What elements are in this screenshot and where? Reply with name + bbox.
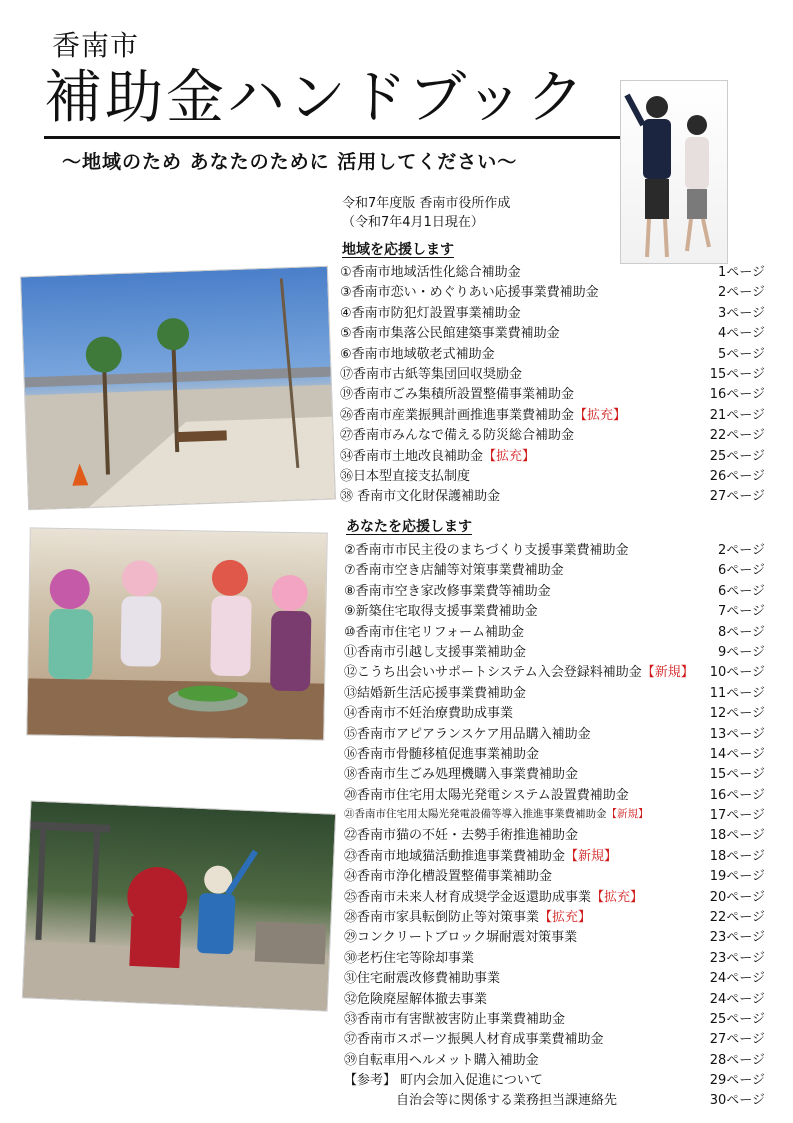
toc-item-page: 2ページ (717, 285, 765, 301)
toc-item-title (344, 845, 617, 864)
toc-item-page: 9ページ (717, 644, 765, 660)
toc-item-title (344, 580, 551, 599)
toc-item-name: ㉝香南市有害獣被害防止事業費補助金 (344, 1011, 566, 1027)
toc-row (344, 599, 765, 619)
toc-row (344, 844, 765, 864)
toc-row (344, 1027, 765, 1047)
toc-item-page: 2ページ (717, 543, 765, 558)
toc-item-title (344, 559, 564, 578)
toc-item-name: ㉚老朽住宅等除却事業 (344, 950, 475, 966)
toc-row (344, 946, 765, 966)
toc-item-page: 22ページ (709, 428, 765, 444)
as-of-date: （令和7年4月1日現在） (342, 215, 484, 230)
toc-row (344, 579, 765, 599)
toc-item-name: ⑧香南市空き家改修事業費等補助金 (344, 583, 551, 599)
city-name: 香南市 (52, 29, 140, 62)
toc-item-name: ④香南市防犯灯設置事業補助金 (340, 305, 521, 321)
toc-item-name: ㉑香南市住宅用太陽光発電設備等導入推進事業費補助金 (344, 808, 607, 821)
toc-item-title (344, 947, 474, 966)
toc-item-name: ⑯香南市骨髄移植促進事業補助金 (344, 746, 540, 762)
toc-item-name: ㊱日本型直接支払制度 (340, 468, 471, 484)
toc-row (344, 783, 765, 803)
toc-row (340, 301, 765, 321)
park-illustration (21, 267, 335, 510)
toc-item-page: 16ページ (709, 387, 765, 403)
toc-item-title (340, 445, 535, 464)
reference-row (344, 1088, 765, 1108)
reference-title: 自治会等に関係する業務担当課連絡先 (396, 1093, 618, 1108)
toc-row (344, 742, 765, 762)
toc-item-tag: 【新規】 (565, 848, 618, 864)
toc-row (344, 660, 765, 680)
toc-item-page: 19ページ (709, 869, 765, 885)
toc-item-page: 6ページ (717, 563, 765, 579)
toc-item-page: 24ページ (709, 971, 765, 987)
toc-row (344, 620, 765, 640)
reference-title: 町内会加入促進について (400, 1073, 543, 1088)
toc-item-title (340, 383, 574, 402)
toc-item-name: ㊲香南市スポーツ振興人材育成事業費補助金 (344, 1032, 604, 1048)
toc-item-title (340, 322, 560, 341)
toc-item-page: 10ページ (709, 665, 765, 681)
toc-row (344, 1048, 765, 1068)
toc-row (340, 321, 765, 341)
toc-row (344, 966, 765, 986)
toc-item-title (344, 743, 539, 762)
toc-item-title (340, 424, 574, 443)
toc-item-name: ㉞香南市土地改良補助金 (340, 448, 484, 464)
toc-item-name: ㉕香南市未来人材育成奨学金返還助成事業 (344, 889, 592, 905)
toc-item-name: ⑮香南市アピアランスケア用品購入補助金 (344, 726, 591, 742)
cooking-illustration (27, 528, 327, 739)
toc-row (340, 484, 765, 504)
toc-item-name: ㉗香南市みんなで備える防災総合補助金 (340, 428, 575, 444)
toc-item-page: 15ページ (709, 767, 765, 783)
toc-row (340, 423, 765, 443)
toc-item-title (344, 865, 552, 884)
toc-item-page: 23ページ (709, 930, 765, 946)
reference-row (344, 1068, 765, 1088)
toc-item-name: ⑥香南市地域敬老式補助金 (340, 346, 495, 362)
toc-item-name: ⑤香南市集落公民館建築事業費補助金 (340, 326, 560, 342)
toc-item-title (344, 702, 513, 721)
toc-item-page: 13ページ (709, 726, 765, 742)
toc-item-page: 28ページ (709, 1052, 765, 1068)
toc-row (344, 803, 765, 823)
community-subsidy-list (340, 260, 765, 505)
toc-item-name: ⑱香南市生ごみ処理機購入事業費補助金 (344, 767, 579, 783)
toc-item-title (344, 682, 526, 701)
subtitle: ～地域のため あなたのために 活用してください～ (62, 151, 518, 173)
toc-item-title (344, 600, 538, 619)
toc-item-title (340, 404, 626, 423)
toc-row (344, 823, 765, 843)
toc-item-page: 18ページ (709, 848, 765, 864)
toc-item-page: 25ページ (709, 1011, 765, 1027)
toc-item-title (344, 886, 643, 905)
toc-row (340, 280, 765, 300)
toc-item-tag: 【拡充】 (574, 407, 627, 423)
toc-item-page: 6ページ (717, 583, 765, 599)
toc-row (344, 681, 765, 701)
toc-item-page: 1ページ (717, 265, 765, 280)
toc-item-title (344, 661, 694, 680)
reference-page: 30ページ (709, 1093, 765, 1108)
reference-block (344, 1068, 765, 1108)
toc-item-name: ②香南市市民主役のまちづくり支援事業費補助金 (344, 543, 629, 558)
toc-item-name: ㉛住宅耐震改修費補助事業 (344, 971, 501, 987)
toc-item-page: 8ページ (717, 624, 765, 640)
toc-item-title (344, 1049, 539, 1068)
toc-item-name: ㉖香南市産業振興計画推進事業費補助金 (340, 407, 575, 423)
toc-item-page: 18ページ (709, 828, 765, 844)
toc-row (340, 403, 765, 423)
toc-item-name: ㉘香南市家具転倒防止等対策事業 (344, 910, 540, 926)
festival-photo (22, 800, 336, 1011)
staff-illustration (621, 81, 727, 263)
toc-item-name: ㉜危険廃屋解体撤去事業 (344, 991, 488, 1007)
toc-row (344, 885, 765, 905)
toc-item-title (340, 343, 495, 362)
toc-row (344, 538, 765, 558)
toc-row (344, 722, 765, 742)
staff-photo (620, 80, 728, 264)
toc-row (344, 864, 765, 884)
resident-subsidy-list (344, 538, 765, 1068)
toc-row (344, 640, 765, 660)
toc-item-page: 23ページ (709, 950, 765, 966)
toc-item-page: 15ページ (709, 366, 765, 382)
page-title: 補助金ハンドブック (44, 63, 588, 131)
toc-item-name: ⑪香南市引越し支援事業補助金 (344, 644, 527, 660)
title-underline (44, 136, 620, 139)
toc-item-page: 26ページ (709, 468, 765, 484)
toc-item-tag: 【新規】 (641, 665, 694, 681)
toc-item-page: 20ページ (709, 889, 765, 905)
toc-item-page: 7ページ (717, 604, 765, 620)
toc-item-title (344, 723, 591, 742)
toc-item-name: ⑨新築住宅取得支援事業費補助金 (344, 604, 538, 620)
toc-row (340, 362, 765, 382)
toc-item-name: ⑦香南市空き店舗等対策事業費補助金 (344, 563, 564, 579)
toc-row (344, 701, 765, 721)
toc-item-title (340, 261, 521, 280)
edition-line: 令和7年度版 香南市役所作成 (342, 196, 511, 211)
toc-item-title (340, 465, 470, 484)
toc-item-page: 4ページ (717, 326, 765, 342)
toc-item-page: 12ページ (709, 706, 765, 722)
toc-item-title (344, 539, 629, 558)
toc-item-page: 24ページ (709, 991, 765, 1007)
toc-item-title (340, 302, 521, 321)
toc-item-title (340, 281, 599, 300)
toc-item-tag: 【拡充】 (483, 448, 536, 464)
toc-item-page: 27ページ (709, 1032, 765, 1048)
toc-item-title (344, 784, 629, 803)
toc-item-page: 25ページ (709, 448, 765, 464)
toc-item-name: ⑰香南市古紙等集団回収奨励金 (340, 366, 523, 382)
toc-item-name: ㊳ 香南市文化財保護補助金 (340, 489, 501, 505)
toc-row (340, 444, 765, 464)
toc-item-name: ①香南市地域活性化総合補助金 (340, 265, 521, 280)
toc-item-page: 14ページ (709, 746, 765, 762)
toc-row (344, 1007, 765, 1027)
toc-row (344, 925, 765, 945)
toc-item-page: 21ページ (709, 407, 765, 423)
toc-row (344, 905, 765, 925)
toc-row (340, 382, 765, 402)
toc-item-name: ⑫こうち出会いサポートシステム入会登録料補助金 (344, 665, 642, 681)
toc-row (344, 558, 765, 578)
toc-item-title (344, 641, 526, 660)
toc-item-name: ⑭香南市不妊治療費助成事業 (344, 706, 514, 722)
toc-item-name: ⑬結婚新生活応援事業費補助金 (344, 685, 527, 701)
cooking-class-photo (26, 527, 328, 740)
toc-item-name: ㉔香南市浄化槽設置整備事業補助金 (344, 869, 553, 885)
toc-row (340, 464, 765, 484)
toc-item-name: ⑩香南市住宅リフォーム補助金 (344, 624, 525, 640)
toc-item-name: ⑳香南市住宅用太陽光発電システム設置費補助金 (344, 787, 629, 803)
toc-item-title (344, 906, 591, 925)
toc-item-page: 22ページ (709, 910, 765, 926)
toc-item-title (344, 763, 578, 782)
festival-illustration (23, 801, 335, 1010)
toc-row (344, 762, 765, 782)
toc-item-name: ㉙コンクリートブロック塀耐震対策事業 (344, 930, 578, 946)
reference-label (344, 1069, 543, 1088)
toc-item-name: ㊴自転車用ヘルメット購入補助金 (344, 1052, 539, 1068)
section-heading-residents: あなたを応援します (346, 519, 472, 535)
toc-item-tag: 【拡充】 (591, 889, 644, 905)
toc-item-title (344, 824, 578, 843)
reference-page: 29ページ (709, 1073, 765, 1088)
toc-item-title (344, 988, 487, 1007)
toc-row (340, 260, 765, 280)
toc-item-title (344, 1008, 565, 1027)
toc-item-page: 3ページ (717, 305, 765, 321)
toc-item-name: ③香南市恋い・めぐりあい応援事業費補助金 (340, 285, 599, 301)
toc-row (344, 987, 765, 1007)
toc-item-title (344, 926, 577, 945)
toc-item-page: 27ページ (709, 489, 765, 505)
toc-item-tag: 【新規】 (606, 808, 649, 821)
toc-item-page: 16ページ (709, 787, 765, 803)
reference-tag: 【参考】 (344, 1073, 397, 1088)
toc-item-title (344, 621, 524, 640)
section-heading-community: 地域を応援します (342, 242, 454, 258)
toc-item-page: 5ページ (717, 346, 765, 362)
toc-item-title (344, 1028, 603, 1047)
park-photo (20, 266, 336, 511)
toc-item-name: ㉒香南市猫の不妊・去勢手術推進補助金 (344, 828, 579, 844)
toc-item-title (340, 363, 522, 382)
toc-item-page: 17ページ (709, 808, 765, 824)
toc-item-title (344, 967, 500, 986)
toc-item-title (340, 485, 500, 504)
toc-item-name: ⑲香南市ごみ集積所設置整備事業補助金 (340, 387, 575, 403)
toc-row (340, 342, 765, 362)
toc-item-name: ㉓香南市地域猫活動推進事業費補助金 (344, 848, 566, 864)
toc-item-tag: 【拡充】 (539, 910, 592, 926)
toc-item-page: 11ページ (709, 685, 765, 701)
toc-item-title (344, 806, 649, 821)
